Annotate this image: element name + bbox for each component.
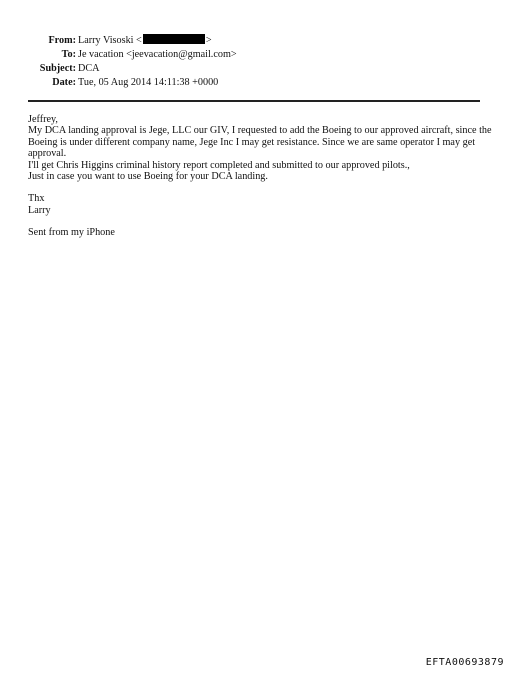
body-paragraph-1: My DCA landing approval is Jege, LLC our GIV, I requested to add the Boeing to our approved aircraft, since the Boeing is under different company name, Jege Inc I may get resistance. Since we are same operator I may get approval.: [28, 125, 492, 160]
spacer: [28, 216, 498, 227]
greeting: Jeffrey,: [28, 114, 58, 125]
date-value: Tue, 05 Aug 2014 14:11:38 +0000: [78, 77, 219, 88]
redaction-block: [143, 34, 205, 44]
from-close: >: [205, 35, 212, 46]
date-label: Date:: [52, 77, 76, 88]
body-paragraph-2: I'll get Chris Higgins criminal history report completed and submitted to our approved pilots.,: [28, 159, 410, 171]
header-divider: [28, 100, 480, 102]
from-value: [78, 34, 212, 48]
to-row: [0, 48, 512, 62]
email-body: [28, 114, 498, 239]
signature: Larry: [28, 204, 51, 216]
signoff: Thx: [28, 193, 45, 205]
subject-label: Subject:: [39, 63, 76, 74]
sent-from: Sent from my iPhone: [28, 227, 115, 239]
to-label: To:: [61, 49, 76, 60]
email-header: [0, 34, 512, 90]
to-value: Je vacation <jeevacation@gmail.com>: [78, 49, 237, 60]
from-label: From:: [48, 35, 76, 46]
subject-value: DCA: [78, 63, 100, 74]
spacer: [28, 182, 498, 193]
document-id: EFTA00693879: [425, 657, 504, 668]
from-row: [0, 34, 512, 48]
date-row: [0, 76, 512, 90]
subject-row: [0, 62, 512, 76]
from-name: Larry Visoski <: [78, 35, 142, 46]
body-paragraph-3: Just in case you want to use Boeing for your DCA landing.: [28, 171, 268, 183]
